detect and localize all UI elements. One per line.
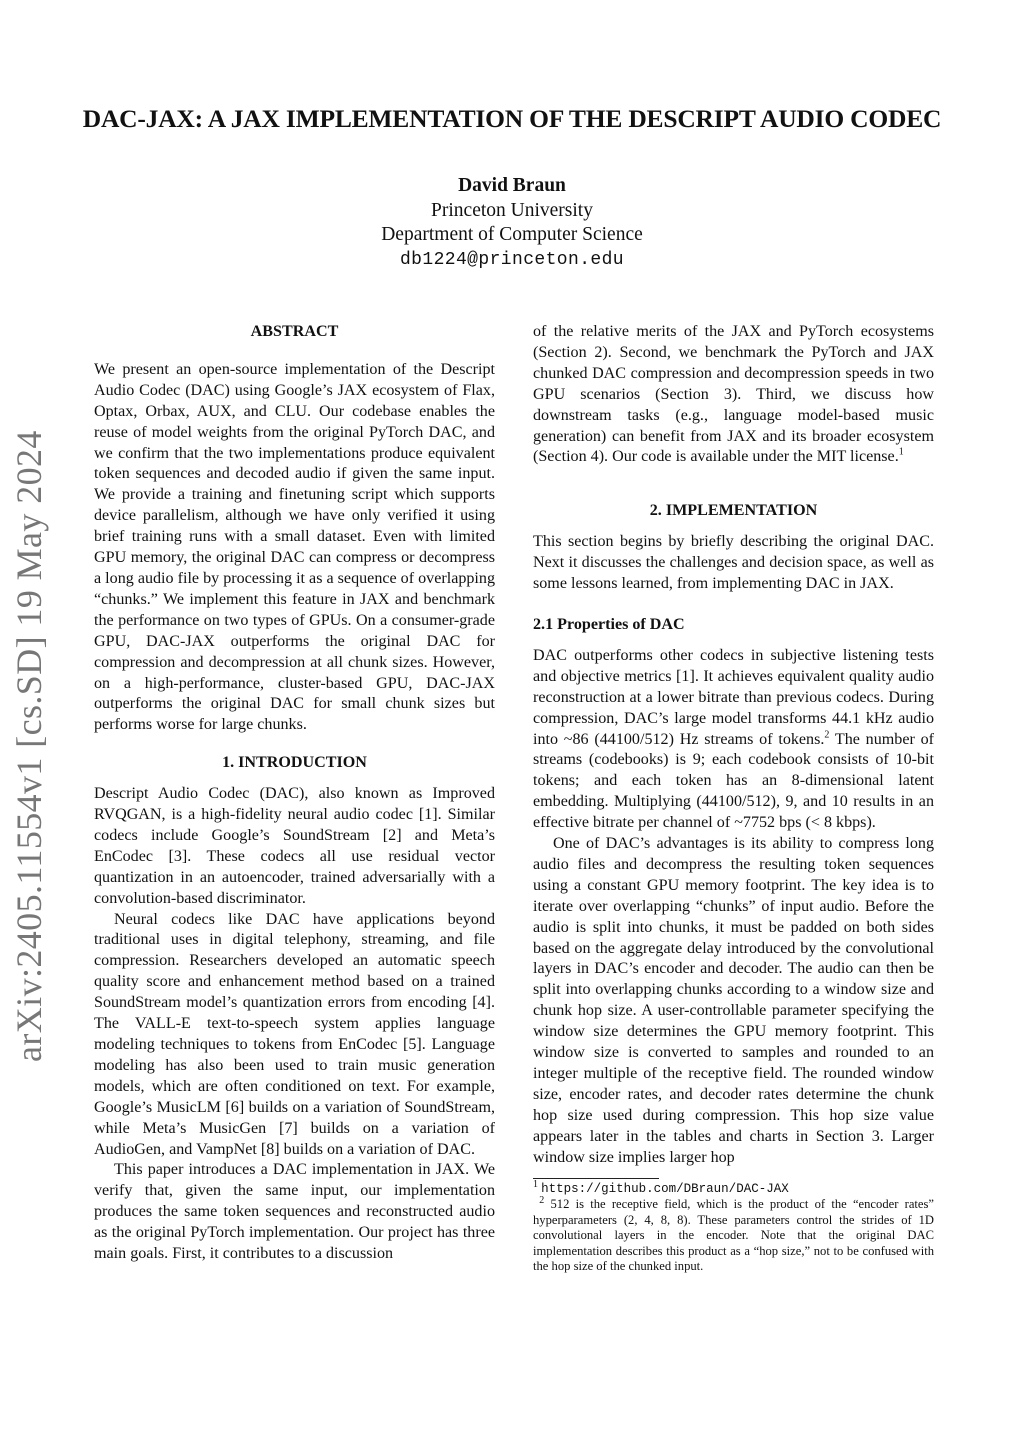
introduction-heading: 1. INTRODUCTION [222,754,367,772]
implementation-heading: 2. IMPLEMENTATION [649,502,818,520]
author-email[interactable]: db1224@princeton.edu [399,249,625,270]
footnote-1-link[interactable]: https://github.com/DBraun/DAC-JAX [541,1181,789,1196]
subsection-heading: 2.1 Properties of DAC [533,615,685,633]
intro-paragraph-4 [533,322,934,468]
intro-paragraph-2: Neural codecs like DAC have applications beyond traditional uses in digital telephony, streaming, and file compression. Researchers developed an automatic speech quality score and enhancement method based on a trained SoundStream model’s quantization errors from encoding [4]. The VALL-E text-to-speech system applies language modeling techniques to tokens from EnCodec [5]. Language modeling has also been used to train music generation models, which are often conditioned on text. For example, Google’s MusicLM [6] builds on a variation of SoundStream, while Meta’s MusicGen [7] builds on a variation of AudioGen, and VampNet [8] builds on a variation of DAC. [94,910,495,1158]
implementation-paragraph-2a: DAC outperforms other codecs in subjective listening tests and objective metrics [1]. It achieves equivalent quality audio reconstruction at a lower bitrate than previous codecs. During compression, DAC’s large model transforms 44.1 kHz audio into ~86 (44100/512) Hz streams of tokens. [533,646,934,748]
implementation-paragraph-2 [533,646,934,834]
right-column [533,322,934,1275]
footnote-1 [533,1178,934,1198]
footnote-1-mark: 1 [533,1178,538,1190]
paper-title: DAC-JAX: A JAX IMPLEMENTATION OF THE DESCRIPT AUDIO CODEC [82,104,942,133]
abstract-text: We present an open-source implementation of the Descript Audio Codec (DAC) using Google’s JAX ecosystem of Flax, Optax, Orbax, AUX, and CLU. Our codebase enables the reuse of model weights from the original PyTorch DAC, and we confirm that the two implementations produce equivalent token sequences and decoded audio if given the same input. We provide a training and finetuning script which supports device parallelism, although we have only verified it using brief training runs with a small dataset. Even with limited GPU memory, the original DAC can compress or decompress a long audio file by processing it as a sequence of overlapping “chunks.” We implement this feature in JAX and benchmark the performance on two types of GPUs. On a consumer-grade GPU, DAC-JAX outperforms the original DAC for compression and decompression at all chunk sizes. However, on a high-performance, cluster-based GPU, DAC-JAX outperforms the original DAC for small chunk sizes but performs worse for large chunks. [94,360,495,734]
author-department: Department of Computer Science [381,224,643,245]
author-affiliation: Princeton University [431,199,593,221]
intro-paragraph-1: Descript Audio Codec (DAC), also known as Improved RVQGAN, is a high-fidelity neural audio codec [1]. Similar codecs include Google’s SoundStream [2] and Meta’s EnCodec [3]. These codecs all use residual vector quantization in an autoencoder, trained adversarially with a convolution-based discriminator. [94,785,495,907]
footnote-ref-1[interactable]: 1 [898,447,904,459]
footnote-2-mark: 2 [539,1194,545,1206]
footnote-ref-2[interactable]: 2 [824,729,830,741]
intro-paragraph-4-text: of the relative merits of the JAX and PyTorch ecosystems (Section 2). Second, we benchmark the PyTorch and JAX chunked DAC compression and decompression speeds in two GPU scenarios (Section 3). Third, we discuss how downstream tasks (e.g., language model-based music generation) can benefit from JAX and its broader ecosystem (Section 4). Our code is available under the MIT license. [533,323,934,466]
author-block [0,174,1024,272]
footnote-divider [533,1178,659,1179]
left-column [94,322,495,1265]
arxiv-identifier: arXiv:2405.11554v1 [cs.SD] 19 May 2024 [9,430,49,1062]
footnote-2-text: 512 is the receptive field, which is the product of the “encoder rates” hyperparameters (2, 4, 8, 8). These parameters control the strides of 1D convolutional layers in the encoder. Note that the original DAC implementation describes this product as a “hop size,” not to be confused with the hop size of the chunked input. [533,1197,934,1274]
footnote-2 [533,1194,934,1275]
implementation-paragraph-1: This section begins by briefly describing the original DAC. Next it discusses the challenges and decision space, as well as some lessons learned, from implementing DAC in JAX. [533,533,934,593]
author-name: David Braun [458,175,566,196]
intro-paragraph-3: This paper introduces a DAC implementation in JAX. We verify that, given the same input, our implementation produces the same token sequences and reconstructed audio as the original PyTorch implementation. Our project has three main goals. First, it contributes to a discussion [94,1161,495,1263]
implementation-paragraph-2b: The number of streams (codebooks) is 9; each codebook consists of 10-bit tokens; and each token has an 8-dimensional latent embedding. Multiplying (44100/512), 9, and 10 results in an effective bitrate per channel of ~7752 bps (< 8 kbps). [533,730,934,832]
abstract-heading: ABSTRACT [250,323,339,340]
implementation-paragraph-3: One of DAC’s advantages is its ability to compress long audio files and decompress the resulting token sequences using a constant GPU memory footprint. The key idea is to iterate over overlapping “chunks” of input audio. Before the audio is split into chunks, it must be padded on both sides based on the aggregate delay introduced by the convolutional layers in DAC’s encoder and decoder. The audio can then be split into overlapping chunks according to a window size and chunk hop size. A user-controllable parameter specifying the window size determines the GPU memory footprint. This window size is converted to samples and rounded to an integer multiple of the receptive field. The rounded window size, encoder rates, and decoder rates determine the chunk hop size used during compression. This hop size value appears later in the tables and charts in Section 3. Larger window size implies larger hop [533,835,934,1166]
